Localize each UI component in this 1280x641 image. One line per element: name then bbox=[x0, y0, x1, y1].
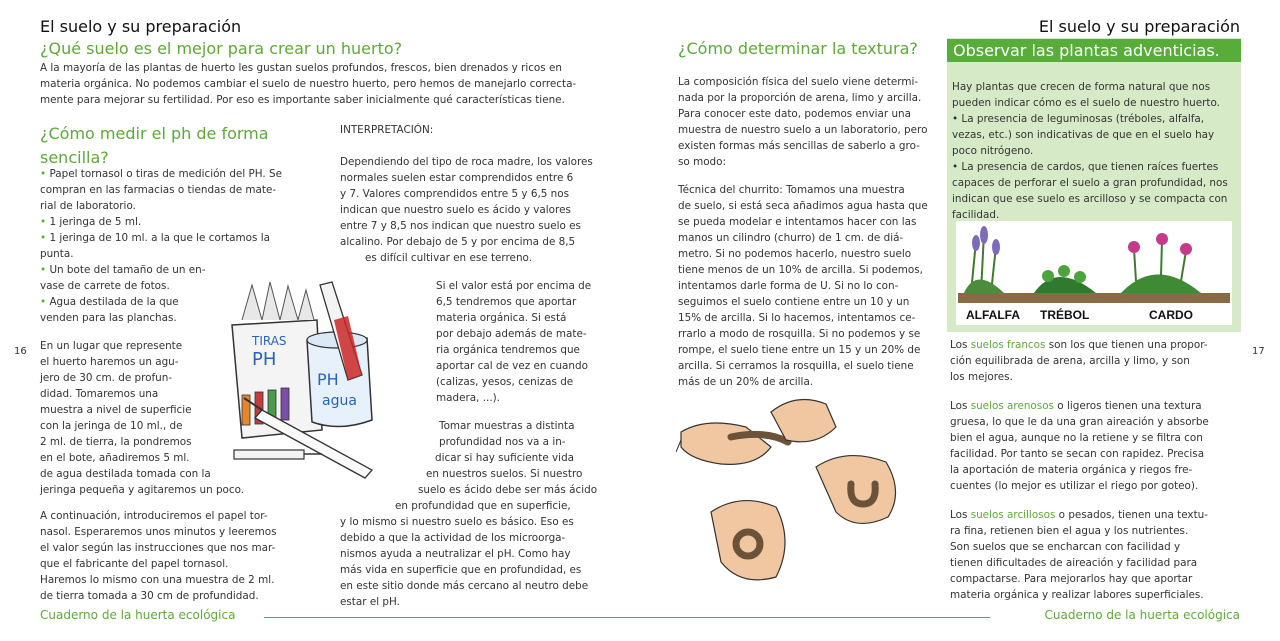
page-number-right: 17 bbox=[1252, 346, 1265, 357]
texture-para-2: Técnica del churrito: Tomamos una muestra de suelo, si está seca añadimos agua hasta que se pueda modelar e intentamos hacer con las manos un cilindro (churro) de 1 cm. de diá- metro. Si no podemos hacerlo, nuestro suelo tiene menos de un 10% de arcilla. Si podemos, intentamos darle forma de U. Si no lo con- seguimos el suelo contiene entre un 10 y un 15% de arcilla. Si lo hacemos, intentamos ce- rrarlo a modo de rosquilla. Si no podemos y se rompe, el suelo tiene entre un 15 y un 20% de arcilla. Si cerramos la rosquilla, el suelo tiene más de un 20% de arcilla. bbox=[678, 184, 928, 388]
page-number-left: 16 bbox=[14, 346, 27, 357]
svg-text:PH: PH bbox=[252, 349, 277, 370]
ph-heading: ¿Cómo medir el ph de forma sencilla? bbox=[40, 124, 269, 167]
soil-francos-paragraph: Los suelos francos son los que tienen una propor- ción equilibrada de arena, arcilla y limo, y son los mejores. bbox=[950, 339, 1208, 383]
interpretation-heading: INTERPRETACIÓN: bbox=[340, 124, 434, 136]
list-item: • Un bote del tamaño de un en- bbox=[40, 264, 206, 276]
right-footer: Cuaderno de la huerta ecológica bbox=[1044, 608, 1240, 622]
svg-text:TIRAS: TIRAS bbox=[252, 334, 287, 348]
interpretation-para-3: Tomar muestras a distinta profundidad nos va a in- dicar si hay suficiente vida en nuestros suelos. Si nuestro suelo es ácido debe ser más ácido en profundidad que en superficie, y lo mismo si nuestro suelo es básico. Eso es debido a que la actividad de los microorga- nismos ayuda a neutralizar el pH. Como hay más vida en superficie que en profundidad, es en este sitio donde más cercano al neutro debe estar el pH. bbox=[340, 420, 598, 608]
list-item: • Agua destilada de la que bbox=[40, 296, 179, 308]
left-footer: Cuaderno de la huerta ecológica bbox=[40, 608, 236, 622]
plant-label-alfalfa: ALFALFA bbox=[966, 308, 1020, 322]
plant-label-trebol: TRÉBOL bbox=[1040, 308, 1090, 322]
best-soil-paragraph: A la mayoría de las plantas de huerto les gustan suelos profundos, frescos, bien drenados y ricos en materia orgánica. No podemos cambiar el suelo de nuestro huerto, pero hemos de manejarlo correcta- mente para mejorar su fertilidad. Por eso es importante saber inicialmente qué características tiene. bbox=[40, 62, 577, 106]
weeds-illustration bbox=[956, 221, 1232, 325]
ph-test-kit-illustration bbox=[222, 280, 432, 480]
list-item: • 1 jeringa de 5 ml. bbox=[40, 216, 142, 228]
footer-rule bbox=[264, 617, 990, 618]
interpretation-para-1: Dependiendo del tipo de roca madre, los valores normales suelen estar comprendidos entre 6 y 7. Valores comprendidos entre 5 y 6,5 nos indican que nuestro suelo es ácido y valores entre 7 y 8,5 nos indican que nuestro suelo es alcalino. Por debajo de 5 y por encima de 8,5 es difícil cultivar en ese terreno. bbox=[340, 156, 593, 264]
hand-icon bbox=[816, 456, 896, 524]
svg-text:PH: PH bbox=[317, 370, 339, 389]
ph-continuation-paragraph: A continuación, introduciremos el papel tor- nasol. Esperaremos unos minutos y leeremos el valor según las instrucciones que nos mar- que el fabricante del papel tornasol. Haremos lo mismo con una muestra de 2 ml. de tierra tomada a 30 cm de profundidad. bbox=[40, 510, 277, 602]
list-item: • 1 jeringa de 10 ml. a la que le cortamos la bbox=[40, 232, 270, 244]
weeds-heading: Observar las plantas adventicias. bbox=[947, 39, 1241, 62]
small-syringe-icon bbox=[234, 450, 322, 459]
ph-procedure-paragraph: En un lugar que represente el huerto haremos un agu- jero de 30 cm. de profun- didad. Tomaremos una muestra a nivel de superficie con la jeringa de 10 ml., de 2 ml. de tierra, la pondremos en el bote, añadiremos 5 ml. de agua destilada tomada con la jeringa pequeña y agitaremos un poco. bbox=[40, 340, 245, 496]
soil-arcillosos-paragraph: Los suelos arcillosos o pesados, tienen una textu- ra fina, retienen bien el agua y los nutrientes. Son suelos que se encharcan con facilidad y tienen dificultades de aireación y facilidad para compactarse. Para mejorarlos hay que aportar materia orgánica y realizar labores superficiales. bbox=[950, 509, 1208, 601]
weeds-paragraph: Hay plantas que crecen de forma natural que nos pueden indicar cómo es el suelo de nuestro huerto. • La presencia de leguminosas (tréboles, alfalfa, vezas, etc.) son indicativas de que en el suelo hay poco nitrógeno. • La presencia de cardos, que tienen raíces fuertes capaces de perforar el suelo a gran profundidad, nos indican que ese suelo es arcilloso y se compacta con facilidad. bbox=[952, 81, 1228, 221]
term-suelos-arenosos: suelos arenosos bbox=[970, 400, 1054, 412]
ph-materials-list: • Papel tornasol o tiras de medición del PH. Se compran en las farmacias o tiendas de mate- rial de laboratorio. • 1 jeringa de 5 ml. • 1 jeringa de 10 ml. a la que le cortamos la punta. • Un bote del tamaño de un en- vase de carrete de fotos. • Agua destilada de la que venden para las planchas. bbox=[40, 166, 310, 326]
texture-para-1: La composición física del suelo viene determi- nada por la proporción de arena, limo y arcilla. Para conocer este dato, podemos enviar una muestra de nuestro suelo a un laboratorio, pero existen formas más sencillas de saberlo a gro- so modo: bbox=[678, 76, 928, 168]
term-suelos-arcillosos: suelos arcillosos bbox=[970, 509, 1056, 521]
best-soil-heading: ¿Qué suelo es el mejor para crear un huerto? bbox=[40, 39, 403, 58]
hand-icon bbox=[711, 501, 785, 580]
soil-arenosos-paragraph: Los suelos arenosos o ligeros tienen una textura gruesa, lo que le da una gran aireación y absorbe bien el agua, aunque no la retiene y se filtra con facilidad. Por tanto se secan con rapidez. Precisa la aportación de materia orgánica y riegos fre- cuentes (lo mejor es utilizar el riego por goteo). bbox=[950, 400, 1209, 492]
plant-label-cardo: CARDO bbox=[1149, 308, 1193, 322]
hands-soil-illustration bbox=[676, 392, 944, 592]
interpretation-para-2: Si el valor está por encima de 6,5 tendremos que aportar materia orgánica. Si está por debajo además de mate- ria orgánica tendremos que aportar cal de vez en cuando (calizas, yesos, cenizas de madera, ...). bbox=[436, 280, 592, 404]
right-running-title: El suelo y su preparación bbox=[1038, 17, 1240, 36]
left-running-title: El suelo y su preparación bbox=[40, 17, 242, 36]
list-item: • Papel tornasol o tiras de medición del PH. Se bbox=[40, 168, 282, 180]
hand-icon bbox=[676, 423, 771, 464]
texture-heading: ¿Cómo determinar la textura? bbox=[678, 39, 918, 58]
svg-text:agua: agua bbox=[322, 393, 357, 409]
term-suelos-francos: suelos francos bbox=[970, 339, 1046, 351]
